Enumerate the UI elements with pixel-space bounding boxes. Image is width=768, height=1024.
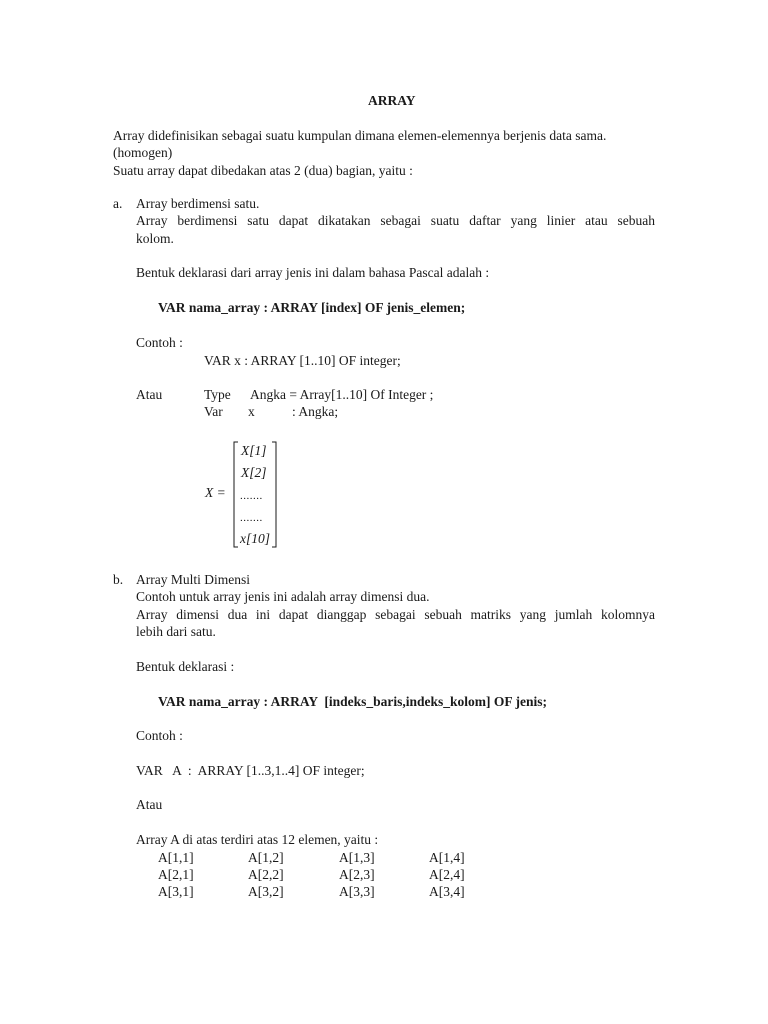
- section-b-decl-syntax: VAR nama_array : ARRAY [indeks_baris,indeks_kolom] OF jenis;: [158, 694, 548, 709]
- section-b-contoh-code: VAR A : ARRAY [1..3,1..4] OF integer;: [136, 763, 365, 778]
- section-a-var-keyword: Var: [204, 404, 223, 419]
- matrix-item-1: X[1]: [241, 443, 267, 458]
- section-a-heading: Array berdimensi satu.: [136, 196, 260, 211]
- section-b-heading: Array Multi Dimensi: [136, 572, 250, 587]
- section-a-type-definition: Angka = Array[1..10] Of Integer ;: [250, 387, 434, 402]
- section-a-contoh-code: VAR x : ARRAY [1..10] OF integer;: [204, 353, 401, 368]
- element-cell: A[3,2]: [248, 884, 284, 899]
- element-cell: A[1,4]: [429, 850, 465, 865]
- section-b-line-2: Array dimensi dua ini dapat dianggap sebagai sebuah matriks yang jumlah kolomnya: [136, 607, 655, 622]
- matrix-item-2: X[2]: [241, 465, 267, 480]
- intro-line-1: Array didefinisikan sebagai suatu kumpulan dimana elemen-elemennya berjenis data sama.: [113, 128, 607, 143]
- section-a-var-name: x: [248, 404, 255, 419]
- section-a-decl-syntax: VAR nama_array : ARRAY [index] OF jenis_elemen;: [158, 300, 466, 315]
- element-cell: A[2,1]: [158, 867, 194, 882]
- element-cell: A[1,3]: [339, 850, 375, 865]
- section-a-marker: a.: [113, 196, 123, 211]
- section-a-var-type: : Angka;: [292, 404, 339, 419]
- element-cell: A[2,2]: [248, 867, 284, 882]
- array-matrix-figure: [204, 440, 294, 550]
- element-cell: A[2,4]: [429, 867, 465, 882]
- section-a-decl-intro: Bentuk deklarasi dari array jenis ini dalam bahasa Pascal adalah :: [136, 265, 490, 280]
- section-b-contoh-label: Contoh :: [136, 728, 183, 743]
- element-cell: A[3,4]: [429, 884, 465, 899]
- section-a-desc-line-2: kolom.: [136, 231, 174, 246]
- element-cell: A[3,1]: [158, 884, 194, 899]
- section-b-atau-label: Atau: [136, 797, 163, 812]
- matrix-dots-2: .......: [240, 512, 263, 524]
- element-cell: A[1,1]: [158, 850, 194, 865]
- section-a-type-keyword: Type: [204, 387, 231, 402]
- intro-line-2: (homogen): [113, 145, 173, 160]
- intro-line-3: Suatu array dapat dibedakan atas 2 (dua) bagian, yaitu :: [113, 163, 413, 178]
- section-b-line-1: Contoh untuk array jenis ini adalah array dimensi dua.: [136, 589, 430, 604]
- element-cell: A[2,3]: [339, 867, 375, 882]
- section-a-desc-line-1: Array berdimensi satu dapat dikatakan sebagai suatu daftar yang linier atau sebuah: [136, 213, 655, 228]
- matrix-item-last: x[10]: [240, 531, 270, 546]
- page-title: ARRAY: [368, 93, 416, 108]
- matrix-dots-1: .......: [240, 490, 263, 502]
- matrix-label: X =: [205, 485, 226, 500]
- section-b-line-3: lebih dari satu.: [136, 624, 216, 639]
- section-b-decl-intro: Bentuk deklarasi :: [136, 659, 235, 674]
- element-cell: A[1,2]: [248, 850, 284, 865]
- element-cell: A[3,3]: [339, 884, 375, 899]
- section-a-atau-label: Atau: [136, 387, 163, 402]
- section-b-elements-intro: Array A di atas terdiri atas 12 elemen, yaitu :: [136, 832, 379, 847]
- section-b-marker: b.: [113, 572, 124, 587]
- section-a-contoh-label: Contoh :: [136, 335, 183, 350]
